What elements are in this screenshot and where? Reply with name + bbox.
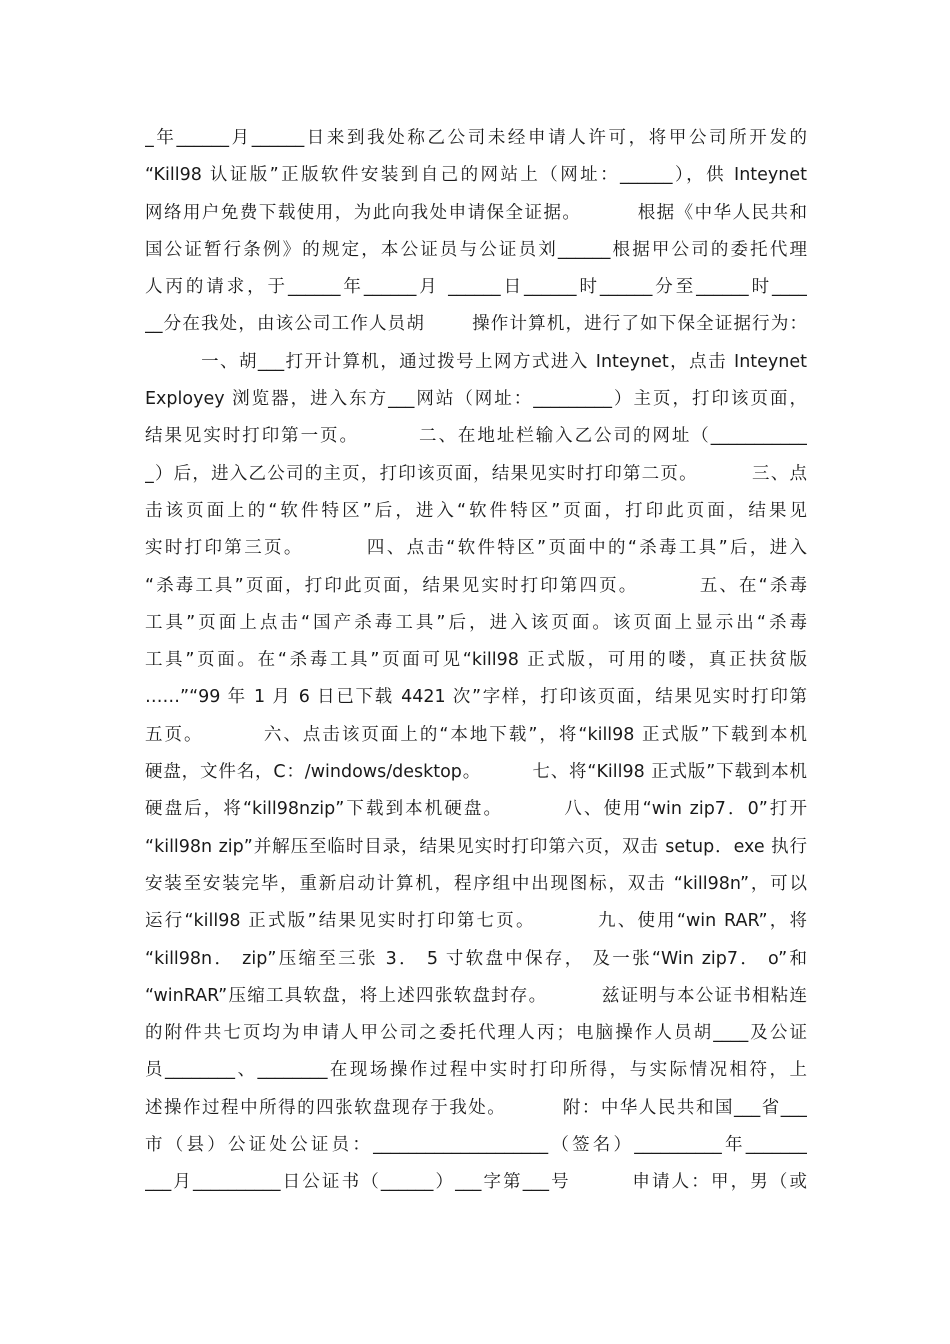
text-line: _年______月______日来到我处称乙公司未经申请人许可，将甲公司所开发的 — [145, 128, 807, 148]
text-line: 网络用户免费下载使用，为此向我处申请保全证据。 根据《中华人民共和 — [145, 202, 807, 223]
text-line: 安装至安装完毕，重新启动计算机，程序组中出现图标，双击 “kill98n”，可以 — [145, 873, 807, 894]
text-line: “Kill98 认证版”正版软件安装到自己的网站上（网址：______），供 Inteynet — [145, 165, 807, 186]
text-line: _）后，进入乙公司的主页，打印该页面，结果见实时打印第二页。 三、点 — [145, 463, 807, 484]
text-line: 人丙的请求，于______年______月 ______日______时______分至______时____ — [145, 277, 807, 298]
text-line: 硬盘，文件名，C：/windows/desktop。 七、将“Kill98 正式版”下载到本机 — [145, 762, 807, 783]
text-line: __分在我处，由该公司工作人员胡 操作计算机，进行了如下保全证据行为： — [145, 314, 807, 335]
text-line: “kill98n zip”并解压至临时目录，结果见实时打印第六页，双击 setup．exe 执行 — [145, 836, 807, 857]
text-line: Exployey 浏览器，进入东方___网站（网址：_________）主页，打印该页面， — [145, 389, 807, 410]
text-line: 击该页面上的“软件特区”后，进入“软件特区”页面，打印此页面，结果见 — [145, 500, 807, 521]
text-line: 市（县）公证处公证员：____________________（签名）__________年_______ — [145, 1135, 807, 1156]
text-line: ……”“99 年 1 月 6 日已下载 4421 次”字样，打印该页面，结果见实时打印第 — [145, 687, 807, 708]
text-line: 工具”页面上点击“国产杀毒工具”后，进入该页面。该页面上显示出“杀毒 — [145, 612, 807, 633]
document-body — [145, 120, 807, 1202]
text-line: 结果见实时打印第一页。 二、在地址栏输入乙公司的网址（___________ — [145, 426, 807, 447]
text-line: ___月__________日公证书（______）___字第___号 申请人：甲，男（或 — [145, 1172, 807, 1193]
text-line: 五页。 六、点击该页面上的“本地下载”，将“kill98 正式版”下载到本机 — [145, 724, 807, 745]
text-line: 实时打印第三页。 四、点击“软件特区”页面中的“杀毒工具”后，进入 — [145, 538, 807, 559]
text-line: 的附件共七页均为申请人甲公司之委托代理人丙；电脑操作人员胡____及公证 — [145, 1023, 807, 1044]
text-line: 硬盘后，将“kill98nzip”下载到本机硬盘。 八、使用“win zip7．0”打开 — [145, 799, 807, 820]
text-line: “winRAR”压缩工具软盘，将上述四张软盘封存。 兹证明与本公证书相粘连 — [145, 985, 807, 1006]
text-line: 员________、________在现场操作过程中实时打印所得，与实际情况相符，上 — [145, 1060, 807, 1081]
text-line: “kill98n． zip”压缩至三张 3． 5 寸软盘中保存， 及一张“Win zip7． o”和 — [145, 948, 807, 969]
text-line: 述操作过程中所得的四张软盘现存于我处。 附：中华人民共和国___省___ — [145, 1097, 807, 1118]
text-line: 工具”页面。在“杀毒工具”页面可见“kill98 正式版，可用的喽，真正扶贫版 — [145, 650, 807, 671]
text-line: 运行“kill98 正式版”结果见实时打印第七页。 九、使用“win RAR”，将 — [145, 911, 807, 932]
text-line: “杀毒工具”页面，打印此页面，结果见实时打印第四页。 五、在“杀毒 — [145, 575, 807, 596]
text-line: 国公证暂行条例》的规定，本公证员与公证员刘______根据甲公司的委托代理 — [145, 239, 807, 260]
text-line: 一、胡___打开计算机，通过拨号上网方式进入 Inteynet，点击 Inteynet — [145, 351, 807, 372]
